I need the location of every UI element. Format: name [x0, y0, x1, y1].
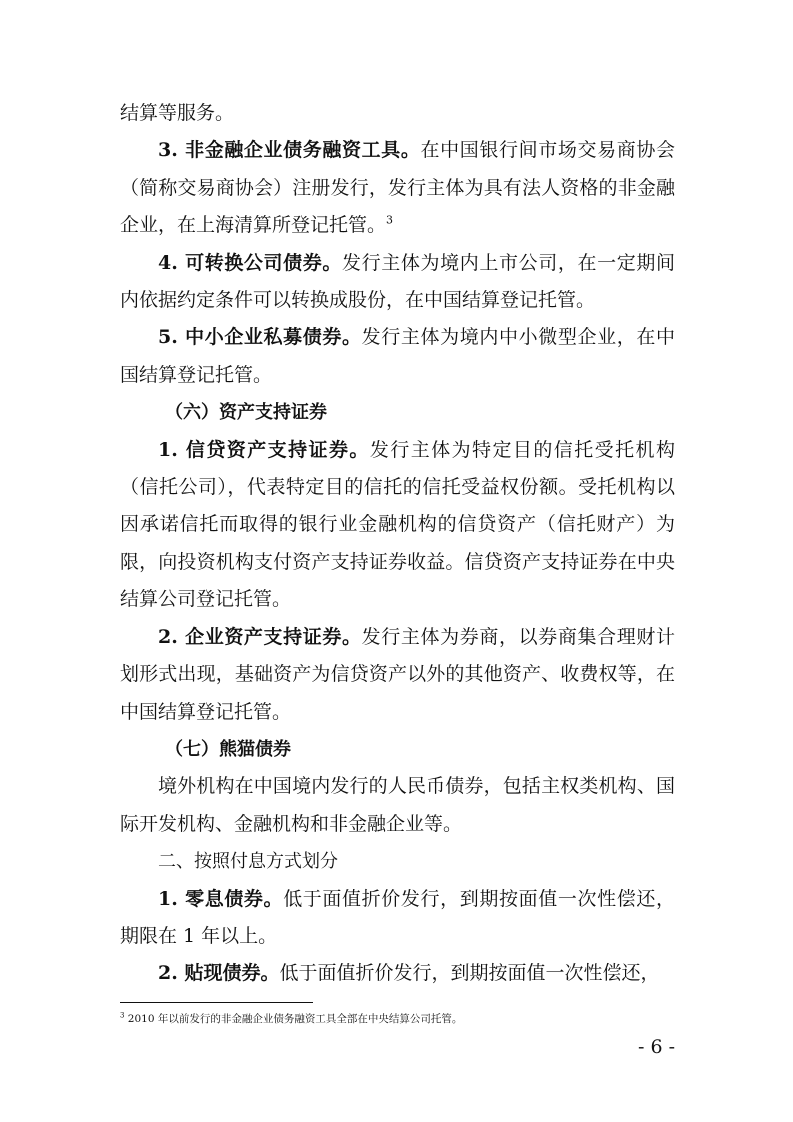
paragraph: [120, 95, 675, 132]
paragraph-lead: 2. 贴现债券。: [158, 962, 280, 985]
paragraph-lead: 4. 可转换公司债券。: [158, 251, 343, 274]
paragraph-lead: 2. 企业资产支持证券。: [158, 625, 362, 648]
paragraph-text: 发行主体为境内上市公司，在一定期间内依据约定条件可以转换成股份，在中国结算登记托管。: [120, 251, 675, 312]
page-number: - 6 -: [637, 1036, 675, 1058]
paragraph-text: 结算等服务。: [120, 102, 235, 124]
paragraph-text: 低于面值折价发行，到期按面值一次性偿还，: [279, 962, 660, 985]
paragraph: [120, 319, 675, 394]
paragraph: [120, 955, 675, 992]
paragraph-text: 发行主体为券商，以券商集合理财计划形式出现，基础资产为信贷资产以外的其他资产、收费权等，在中国结算登记托管。: [120, 625, 675, 723]
footnote-text: 2010 年以前发行的非金融企业债务融资工具全部在中央结算公司托管。: [124, 1013, 463, 1025]
paragraph: [120, 245, 675, 320]
paragraph: [120, 881, 675, 956]
paragraph: [120, 768, 675, 843]
paragraph: [120, 619, 675, 731]
footnote: [120, 1012, 675, 1026]
paragraph-text: 发行主体为特定目的信托受托机构（信托公司），代表特定目的信托的信托受益权份额。受托机构以因承诺信托而取得的银行业金融机构的信贷资产（信托财产）为限，向投资机构支付资产支持证券收益。信贷资产支持证券在中央结算公司登记托管。: [120, 438, 675, 611]
paragraph-lead: 1. 零息债券。: [158, 887, 284, 910]
paragraph-text: 在中国银行间市场交易商协会（简称交易商协会）注册发行，发行主体为具有法人资格的非金融企业，在上海清算所登记托管。: [120, 139, 675, 237]
paragraph: [120, 432, 675, 619]
paragraph: [120, 132, 675, 244]
footnote-divider: [120, 1002, 313, 1003]
footnote-mark: 3: [120, 1011, 125, 1020]
body-text: [120, 95, 675, 993]
paragraph-lead: 5. 中小企业私募债券。: [158, 326, 362, 349]
footnote-reference: 3: [386, 213, 394, 227]
paragraph-lead: 1. 信贷资产支持证券。: [158, 438, 370, 461]
section-heading: （七）熊猫债券: [165, 738, 291, 760]
paragraph-text: 发行主体为境内中小微型企业，在中国结算登记托管。: [120, 326, 675, 386]
chapter-heading: 二、按照付息方式划分: [158, 851, 338, 873]
paragraph-text: 低于面值折价发行，到期按面值一次性偿还，期限在 1 年以上。: [120, 887, 675, 947]
paragraph-text: 境外机构在中国境内发行的人民币债券，包括主权类机构、国际开发机构、金融机构和非金融企业等。: [120, 775, 675, 835]
section-heading: （六）资产支持证券: [165, 402, 327, 424]
paragraph-lead: 3. 非金融企业债务融资工具。: [158, 139, 421, 162]
